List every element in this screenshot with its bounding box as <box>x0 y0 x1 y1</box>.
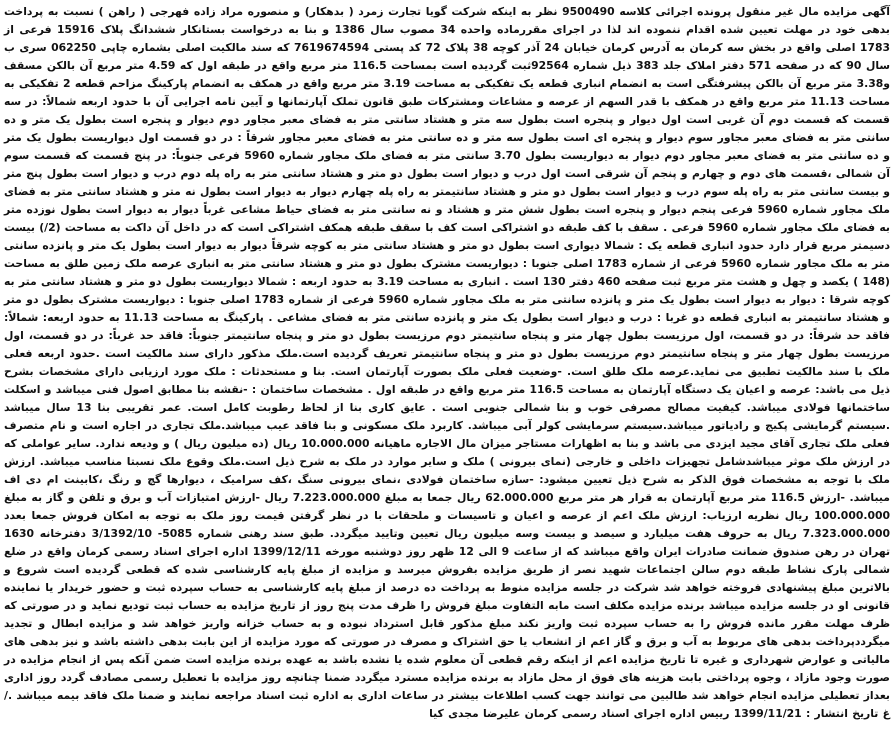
auction-notice-body-text: آگهی مزایده مال غیر منقول پرونده اجرائی کلاسه 9500490 نظر به اینکه شرکت گویا تجارت زمرد ( بدهکار) و منصوره مراد زاده فهرجی ( راهن ) نسبت به پرداخت بدهی خود در مهلت تعیین شده اقدام ننموده اند لذا در اجرای مقررماده واحده 34 مصوب سال 1386 و بنا به درخواست بستانکار ششدانگ پلاک 15916 فرعی از 1783 اصلی واقع در بخش سه کرمان به آدرس کرمان خیابان 24 آذر کوچه 38 پلاک 72 کد پستی 7619674594 که سند مالکیت اصلی بشماره چاپی 062250 سری ب سال 90 که در صفحه 571 دفتر املاک جلد 383 ذیل شماره 92564ثبت گردیده است بمساحت 116.5 متر مربع واقع در طبقه اول که 4.59 متر مربع آن بالکن مسقف و3.38 متر مربع آن بالکن پیشرفتگی است به انضمام انباری قطعه یک تفکیکی به مساحت 3.19 متر مربع واقع در همکف به انضمام پارکینگ مزاحم قطعه 2 تفکیکی به مساحت 11.13 متر مربع واقع در همکف با قدر السهم از عرصه و مشاعات ومشترکات طبق قانون تملک آپارتمانها و آیین نامه اجرایی آن با حدود اربعه شمالاً: در سه قسمت که قسمت دوم آن غربی است اول دیوار و پنجره است بطول سه متر و هشتاد سانتی متر به فضای معبر مجاور دوم دیوار و پنجره است بطول یک متر و ده سانتی متر به فضای معبر مجاور سوم دیوار و پنجره ای است بطول سه متر و ده سانتی متر به فضای معبر مجاور شرقاً : در دو قسمت اول دیواریست بطول یک متر و ده سانتی متر به فضای معبر مجاور دوم دیوار به دیواریست بطول 3.70 سانتی متر به فضای ملک مجاور شماره 5960 فرعی جنوباً: در پنج قسمت که قسمت سوم آن شمالی ،قسمت های دوم و چهارم و پنجم آن شرقی است اول درب و دیوار است بطول دو متر و هشتاد سانتی متر به راه پله دوم درب و دیوار است بطول پنج متر و بیست سانتی متر به راه پله سوم درب و دیوار است بطول دو متر و هشتاد سانتیمتر به راه پله چهارم دیوار به دیوار است بطول نه متر و هشتاد سانتی متر به فضای ملک مجاور شماره 5960 فرعی پنجم دیوار و پنجره است بطول شش متر و هشتاد و نه سانتی متر به فضای حیاط مشاعی غرباً دیوار به دیوار است بطول نوزده متر به فضای ملک مجاور شماره 5960 فرعی . سقف با کف طبقه دو اشتراکی است کف با سقف طبقه همکف اشتراکی است که در داخل آن داکت به مساحت (2/) بیست دسیمتر مربع قرار دارد حدود انباری قطعه یک : شمالا دیواری است بطول دو متر و هشتاد سانتی متر به کوچه شرقاً دیوار به دیوار است بطول یک متر و پانزده سانتی متر به ملک مجاور شماره 5960 فرعی از شماره 1783 اصلی جنوبا : دیواریست مشترک بطول دو متر و هشتاد سانتی متر به انباری عرصه ملک زمین طلق به مساحت (148 ) یکصد و چهل و هشت متر مربع ثبت صفحه 460 دفتر 130 است . انباری به مساحت 3.19 به حدود اربعه : شمالا دیواریست بطول دو متر و هشتاد سانتی متر به کوچه شرقا : دیوار به دیوار است بطول یک متر و پانزده سانتی متر به ملک مجاور شماره 5960 فرعی از شماره 1783 اصلی جنوبا : دیواریست مشترک بطول دو متر و هشتاد سانتیمتر به انباری قطعه دو غربا : درب و دیوار است بطول یک متر و پانزده سانتی متر به فضای مشاعی . پارکینگ به مساحت 11.13 به حدود اربعه: شمالاً: فاقد حد شرقاً: در دو قسمت، اول مرزیست بطول چهار متر و پنجاه سانتیمتر دوم مرزیست بطول دو متر و پنجاه سانتیمتر جنوباً: فاقد حد غرباً: در دو قسمت، اول مرزیست بطول چهار متر و پنجاه سانتیمتر دوم مرزیست بطول دو متر و پنجاه سانتیمتر تعریف گردیده است.ملک مذکور دارای سند مالکیت است .حدود اربعه فعلی ملک با سند مالکیت تطبیق می نماید.عرصه ملک طلق است. -وضعیت فعلی ملک بصورت آپارتمان است. بنا و مستحدثات : ملک مورد ارزیابی دارای مشخصات بشرح ذیل می باشد: عرصه و اعیان یک دستگاه آپارتمان به مساحت 116.5 متر مربع واقع در طبقه اول . مشخصات ساختمان : -نقشه بنا مطابق اصول فنی میباشد و اسکلت ساختمانها فولادی میباشد. کیفیت مصالح مصرفی خوب و بنا شمالی جنوبی است . عایق کاری بنا از لحاظ رطوبت کامل است. عمر تقریبی بنا 13 سال میباشد .سیستم گرمایشی پکیج و رادیاتور میباشد.سیستم سرمایشی کولر آبی میباشد. کاربرد ملک مسکونی و بنا فاقد عیب میباشد.ملک تجاری در اجاره است و نام متصرف فعلی ملک تجاری آقای مجید ایزدی می باشد و بنا به اظهارات مستاجر میزان مال الاجاره ماهیانه 10.000.000 ریال (ده میلیون ریال ) و ودیعه ندارد. سایر عواملی که در ارزش ملک موثر میباشدشامل تجهیزات داخلی و خارجی (نمای بیرونی ) ملک و سایر موارد در ملک به شرح ذیل است.ملک وقوع ملک نسبتا مناسب میباشد. ارزش ملک با توجه به مشخصات فوق الذکر به شرح ذیل تعیین میشود: -سازه ساختمان فولادی ،نمای بیرونی سنگ ،کف سرامیک ، دیوارها گچ و رنگ ،کابینت ام دی اف میباشد. -ارزش 116.5 متر مربع آپارتمان به قرار هر متر مربع 62.000.000 ریال جمعا به مبلغ 7.223.000.000 ریال -ارزش امتیازات آب و برق و تلفن و گاز به مبلغ 100.000.000 ریال نظریه ارزیاب: ارزش ملک اعم از عرصه و اعیان و تاسیسات و ملحقات با در نظر گرفتن قیمت روز ملک به توجه به امکان فروش جمعا بعدد 7.323.000.000 ریال به حروف هفت میلیارد و سیصد و بیست وسه میلیون ریال تعیین وتایید میگردد. طبق سند رهنی شماره 5085- 3/1392/10 دفترخانه 1630 تهران در رهن صندوق ضمانت صادرات ایران واقع میباشد که از ساعت 9 الی 12 ظهر روز دوشنبه مورخه 1399/12/11 اداره اجرای اسناد رسمی کرمان واقع در ضلع شمالی پارک نشاط طبقه دوم سالن اجتماعات شهید نصر از طریق مزایده بفروش میرسد و مزایده از مبلغ پایه کارشناسی شده که قطعی گردیده است شروع و بالاترین مبلغ پیشنهادی فروخته خواهد شد شرکت در جلسه مزایده منوط به پرداخت ده درصد از مبلغ پایه کارشناسی به حساب سپرده ثبت و حضور خریدار یا نماینده قانونی او در جلسه مزایده میباشد برنده مزایده مکلف است مابه التفاوت مبلغ فروش را ظرف مدت پنج روز از تاریخ مزایده به حساب ثبت تودیع نماید و در صورتی که ظرف مهلت مقرر مانده فروش را به حساب سپرده ثبت واریز نکند مبلغ مذکور قابل استرداد نبوده و به حساب خزانه واریز خواهد شد و مزایده ابطال و تجدید میگرددپرداخت بدهی های مربوط به آب و برق و گاز اعم از انشعاب یا حق اشتراک و مصرف در صورتی که مورد مزایده از این بابت بدهی داشته باشد و نیز بدهی های مالیاتی و عوارض شهرداری و غیره تا تاریخ مزایده اعم از اینکه رقم قطعی آن معلوم شده یا نشده باشد به عهده برنده مزایده است ضمن آنکه پس از انجام مزایده در صورت وجود مازاد ، وجوه پرداختی بابت هزینه های فوق از محل مازاد به برنده مزایده مسترد میگردد ضمنا چنانچه روز مزایده با تعطیل رسمی مصادف گردد روز اداری بعداز تعطیلی مزایده انجام خواهد شد طالبین می توانند جهت کسب اطلاعات بیشتر در ساعات اداری به اداره ثبت اسناد مراجعه نمایند و ضمنا ملک فاقد بیمه میباشد ./غ تاریخ انتشار : 1399/11/21 رییس اداره اجرای اسناد رسمی کرمان علیرضا مجدی کیا <box>4 5 891 720</box>
